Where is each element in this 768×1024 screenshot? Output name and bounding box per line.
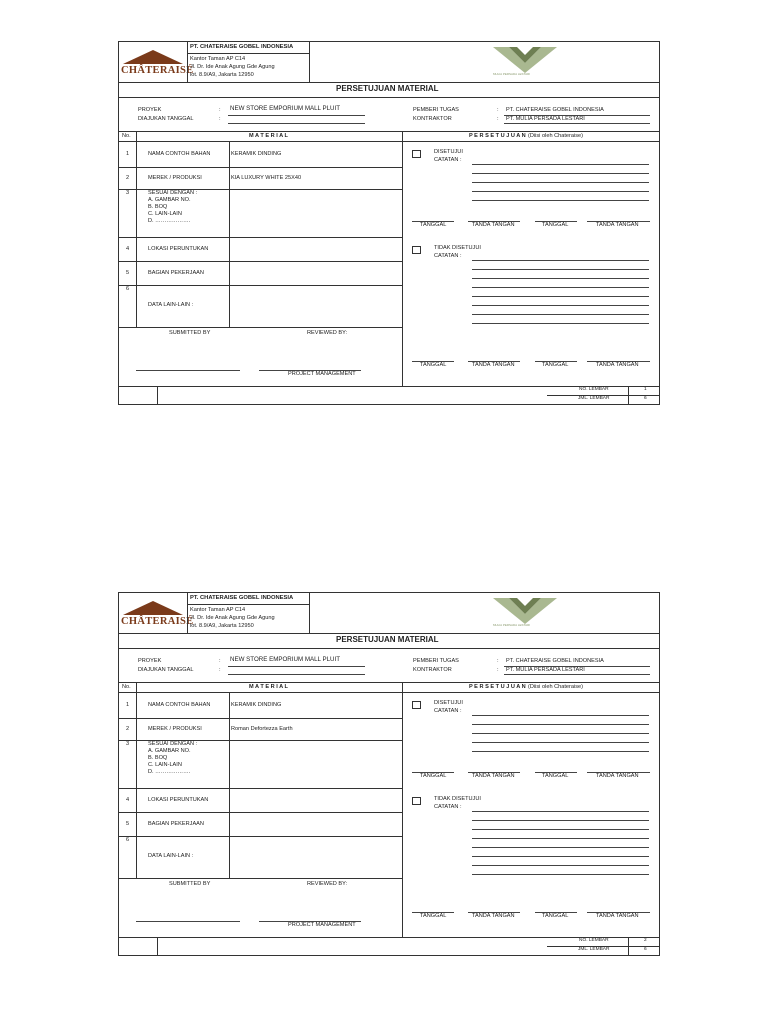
row3-option-b: B. BOQ (148, 755, 168, 761)
tidak-tanggal-1: TANGGAL (420, 362, 447, 368)
kontraktor-colon: : (497, 116, 499, 122)
row3-option-a: A. GAMBAR NO. (148, 197, 191, 203)
company-address-1: Kantor Taman AP C14 (190, 607, 246, 613)
proyek-colon: : (219, 107, 221, 113)
pemberi-tugas-value: PT. CHATERAISE GOBEL INDONESIA (506, 658, 604, 664)
jml-lembar-value: 6 (644, 396, 647, 401)
disetujui-tanda-tangan-2: TANDA TANGAN (596, 222, 639, 228)
pemberi-tugas-value: PT. CHATERAISE GOBEL INDONESIA (506, 107, 604, 113)
company-name: PT. CHATERAISE GOBEL INDONESIA (190, 44, 294, 50)
diajukan-colon: : (219, 667, 221, 673)
row1-label: NAMA CONTOH BAHAN (148, 151, 211, 157)
kontraktor-colon: : (497, 667, 499, 673)
row3-option-c: C. LAIN-LAIN (148, 762, 182, 768)
tidak-disetujui-checkbox[interactable] (412, 797, 421, 805)
tidak-tanggal-2: TANGGAL (542, 362, 569, 368)
tidak-disetujui-catatan-label: CATATAN : (434, 804, 462, 810)
pemberi-tugas-colon: : (497, 107, 499, 113)
row2-no: 2 (126, 726, 130, 732)
submitted-by-label: SUBMITTED BY (169, 881, 211, 887)
disetujui-tanda-tangan-2: TANDA TANGAN (596, 773, 639, 779)
chateraise-logo (119, 593, 194, 633)
row3-option-d: D. ………………. (148, 218, 191, 224)
row6-label: DATA LAIN-LAIN : (148, 302, 194, 308)
disetujui-catatan-label: CATATAN : (434, 157, 462, 163)
row3-label: SESUAI DENGAN : (148, 741, 198, 747)
disetujui-tanggal-1: TANGGAL (420, 222, 447, 228)
col-no-header: No. (122, 684, 131, 690)
no-lembar-label: NO. LEMBAR (579, 387, 609, 392)
no-lembar-label: NO. LEMBAR (579, 938, 609, 943)
material-approval-form-2 (118, 592, 660, 956)
proyek-colon: : (219, 658, 221, 664)
pemberi-tugas-colon: : (497, 658, 499, 664)
row3-no: 3 (126, 741, 130, 747)
row3-option-a: A. GAMBAR NO. (148, 748, 191, 754)
jml-lembar-value: 6 (644, 947, 647, 952)
row5-label: BAGIAN PEKERJAAN (148, 821, 204, 827)
disetujui-tanggal-2: TANGGAL (542, 773, 569, 779)
row3-option-c: C. LAIN-LAIN (148, 211, 182, 217)
row4-no: 4 (126, 797, 130, 803)
row6-label: DATA LAIN-LAIN : (148, 853, 194, 859)
row2-value: Roman Defortezza Earth (231, 726, 293, 732)
disetujui-catatan-label: CATATAN : (434, 708, 462, 714)
col-persetujuan-note: (Diisi oleh Chateraise) (528, 133, 584, 139)
disetujui-tanda-tangan-1: TANDA TANGAN (472, 773, 515, 779)
company-name: PT. CHATERAISE GOBEL INDONESIA (190, 595, 294, 601)
no-lembar-value: 1 (644, 387, 647, 392)
company-address-2: Jl. Dr. Ide Anak Agung Gde Agung (190, 64, 275, 70)
disetujui-checkbox[interactable] (412, 150, 421, 158)
row5-no: 5 (126, 821, 130, 827)
mulia-persada-logo (489, 596, 561, 629)
row1-no: 1 (126, 151, 130, 157)
diajukan-label: DIAJUKAN TANGGAL (138, 116, 194, 122)
company-address-1: Kantor Taman AP C14 (190, 56, 246, 62)
proyek-value: NEW STORE EMPORIUM MALL PLUIT (230, 656, 341, 663)
row1-no: 1 (126, 702, 130, 708)
tidak-tanggal-2: TANGGAL (542, 913, 569, 919)
row2-label: MEREK / PRODUKSI (148, 726, 202, 732)
chateraise-logo (119, 42, 194, 82)
row6-no: 6 (126, 286, 130, 292)
row2-value: KIA LUXURY WHITE 25X40 (231, 175, 302, 181)
col-persetujuan-note: (Diisi oleh Chateraise) (528, 684, 584, 690)
disetujui-label: DISETUJUI (434, 700, 463, 706)
reviewed-by-label: REVIEWED BY: (307, 881, 348, 887)
company-address-2: Jl. Dr. Ide Anak Agung Gde Agung (190, 615, 275, 621)
roof-icon (123, 601, 183, 615)
col-persetujuan-header: P E R S E T U J U A N (469, 684, 526, 690)
col-material-header: M A T E R I A L (249, 133, 288, 139)
material-approval-form-1 (118, 41, 660, 405)
mulia-persada-logo (489, 45, 561, 78)
row3-label: SESUAI DENGAN : (148, 190, 198, 196)
submitted-signature-line (136, 370, 240, 371)
mulia-logo-text: MULIA PERSADA LESTARI (493, 623, 531, 627)
proyek-label: PROYEK (138, 658, 162, 664)
col-no-header: No. (122, 133, 131, 139)
no-lembar-value: 2 (644, 938, 647, 943)
pemberi-tugas-label: PEMBERI TUGAS (413, 658, 459, 664)
row3-no: 3 (126, 190, 130, 196)
company-address-3: lot. 8.9/A9, Jakarta 12950 (190, 72, 254, 78)
submitted-signature-line (136, 921, 240, 922)
reviewed-by-label: REVIEWED BY: (307, 330, 348, 336)
proyek-value: NEW STORE EMPORIUM MALL PLUIT (230, 105, 341, 112)
kontraktor-value: PT. MULIA PERSADA LESTARI (506, 116, 585, 122)
pemberi-tugas-label: PEMBERI TUGAS (413, 107, 459, 113)
proyek-label: PROYEK (138, 107, 162, 113)
project-management-label: PROJECT MANAGEMENT (288, 371, 356, 377)
tidak-tanggal-1: TANGGAL (420, 913, 447, 919)
row6-no: 6 (126, 837, 130, 843)
kontraktor-label: KONTRAKTOR (413, 667, 452, 673)
diajukan-label: DIAJUKAN TANGGAL (138, 667, 194, 673)
form-title: PERSETUJUAN MATERIAL (336, 84, 439, 93)
tidak-tanda-tangan-2: TANDA TANGAN (596, 362, 639, 368)
row4-no: 4 (126, 246, 130, 252)
row1-value: KERAMIK DINDING (231, 702, 282, 708)
row3-option-d: D. ………………. (148, 769, 191, 775)
tidak-disetujui-label: TIDAK DISETUJUI (434, 245, 481, 251)
disetujui-label: DISETUJUI (434, 149, 463, 155)
tidak-tanda-tangan-1: TANDA TANGAN (472, 913, 515, 919)
submitted-by-label: SUBMITTED BY (169, 330, 211, 336)
roof-icon (123, 50, 183, 64)
jml-lembar-label: JML. LEMBAR (578, 396, 610, 401)
jml-lembar-label: JML. LEMBAR (578, 947, 610, 952)
row3-option-b: B. BOQ (148, 204, 168, 210)
diajukan-colon: : (219, 116, 221, 122)
disetujui-tanggal-1: TANGGAL (420, 773, 447, 779)
tidak-tanda-tangan-1: TANDA TANGAN (472, 362, 515, 368)
kontraktor-label: KONTRAKTOR (413, 116, 452, 122)
disetujui-tanda-tangan-1: TANDA TANGAN (472, 222, 515, 228)
mulia-logo-text: MULIA PERSADA LESTARI (493, 72, 531, 76)
form-title: PERSETUJUAN MATERIAL (336, 635, 439, 644)
project-management-label: PROJECT MANAGEMENT (288, 922, 356, 928)
kontraktor-value: PT. MULIA PERSADA LESTARI (506, 667, 585, 673)
tidak-tanda-tangan-2: TANDA TANGAN (596, 913, 639, 919)
brand-name: CHÂTERAISÉ (121, 65, 194, 76)
company-address-3: lot. 8.9/A9, Jakarta 12950 (190, 623, 254, 629)
col-persetujuan-header: P E R S E T U J U A N (469, 133, 526, 139)
col-material-header: M A T E R I A L (249, 684, 288, 690)
disetujui-checkbox[interactable] (412, 701, 421, 709)
row2-label: MEREK / PRODUKSI (148, 175, 202, 181)
row2-no: 2 (126, 175, 130, 181)
disetujui-tanggal-2: TANGGAL (542, 222, 569, 228)
tidak-disetujui-catatan-label: CATATAN : (434, 253, 462, 259)
row5-label: BAGIAN PEKERJAAN (148, 270, 204, 276)
row5-no: 5 (126, 270, 130, 276)
row1-value: KERAMIK DINDING (231, 151, 282, 157)
tidak-disetujui-checkbox[interactable] (412, 246, 421, 254)
row1-label: NAMA CONTOH BAHAN (148, 702, 211, 708)
row4-label: LOKASI PERUNTUKAN (148, 246, 209, 252)
row4-label: LOKASI PERUNTUKAN (148, 797, 209, 803)
tidak-disetujui-label: TIDAK DISETUJUI (434, 796, 481, 802)
brand-name: CHÂTERAISÉ (121, 616, 194, 627)
